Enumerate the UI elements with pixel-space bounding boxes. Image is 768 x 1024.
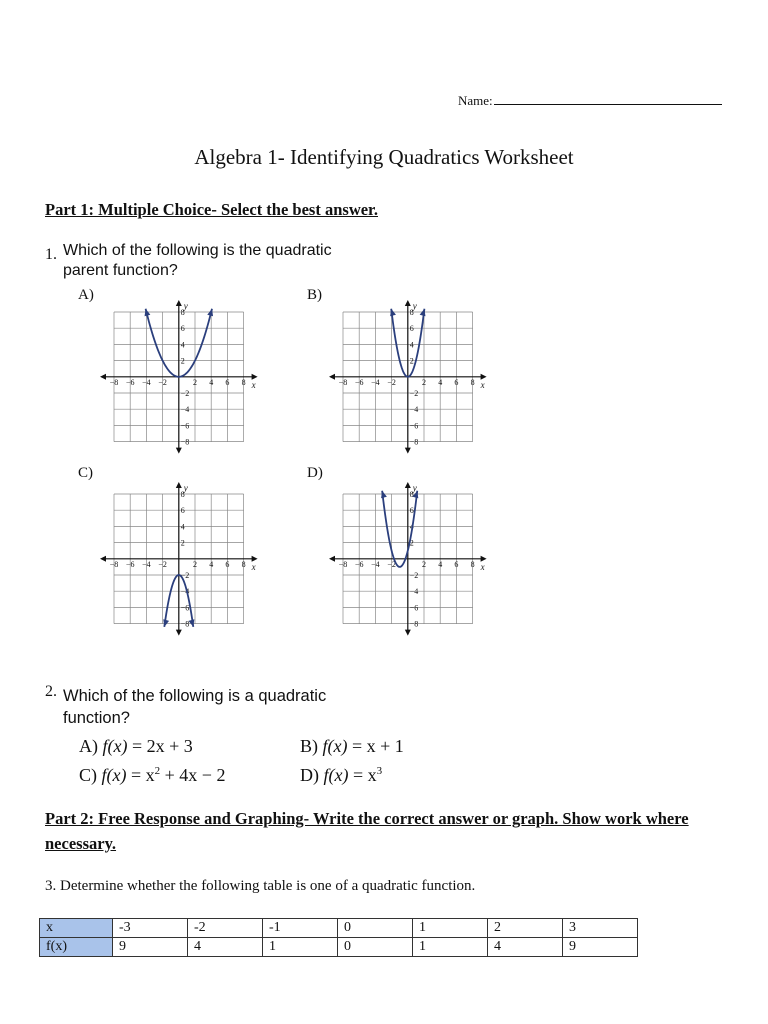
x-tick-label: −6	[125, 377, 135, 387]
table-cell: 9	[113, 938, 188, 957]
option-a[interactable]	[79, 736, 193, 757]
x-tick-label: −2	[158, 377, 167, 387]
y-axis-arrow-up	[176, 300, 182, 306]
y-tick-label: 8	[180, 490, 185, 499]
table-cell: 9	[563, 938, 638, 957]
x-axis-arrow-left	[329, 374, 335, 380]
y-axis-label: y	[183, 483, 188, 493]
question1-number: 1.	[45, 246, 57, 263]
question1-text-line2: parent function?	[63, 262, 178, 279]
y-axis-label: y	[183, 301, 188, 311]
graph-d[interactable]	[325, 478, 495, 642]
option-d-fn: f(x)	[323, 765, 349, 785]
option-d-label: D)	[300, 765, 319, 785]
y-tick-label: −4	[409, 587, 419, 597]
x-tick-label: −2	[387, 377, 396, 387]
table-cell: 2	[488, 919, 563, 938]
x-tick-label: 8	[241, 377, 246, 387]
table-cell: -3	[113, 919, 188, 938]
y-tick-label: −2	[180, 571, 190, 580]
function-table	[39, 918, 638, 957]
x-axis-label: x	[251, 561, 256, 572]
graph-c[interactable]	[96, 478, 266, 642]
option-a-eq: = 2x + 3	[127, 736, 193, 756]
y-axis-label: y	[412, 483, 417, 493]
y-tick-label: 8	[409, 490, 414, 499]
graph-a[interactable]	[96, 296, 266, 460]
y-axis-arrow-up	[176, 482, 182, 488]
y-tick-label: 6	[180, 324, 185, 334]
graph-b-label[interactable]: B)	[307, 287, 322, 303]
x-tick-label: 8	[470, 559, 475, 569]
option-b[interactable]	[300, 736, 404, 757]
table-row-fx	[40, 938, 638, 957]
y-tick-label: 2	[180, 538, 185, 548]
x-tick-label: 2	[193, 559, 197, 569]
y-tick-label: 6	[180, 506, 185, 516]
option-b-eq: = x + 1	[347, 736, 404, 756]
y-tick-label: −8	[409, 437, 419, 447]
x-tick-label: 4	[209, 559, 214, 569]
table-row-x	[40, 919, 638, 938]
x-tick-label: 2	[193, 377, 197, 387]
question2-number: 2.	[45, 683, 57, 700]
question2-text-line1: Which of the following is a quadratic	[63, 687, 327, 705]
y-tick-label: −6	[180, 603, 190, 613]
option-a-fn: f(x)	[102, 736, 128, 756]
y-tick-label: 8	[180, 308, 185, 317]
table-cell: 0	[338, 938, 413, 957]
table-cell: 1	[413, 919, 488, 938]
x-tick-label: −8	[109, 559, 119, 569]
table-cell: 1	[263, 938, 338, 957]
x-tick-label: −6	[354, 377, 364, 387]
x-tick-label: 6	[454, 559, 459, 569]
question2-text-line2: function?	[63, 709, 130, 727]
y-axis-arrow-down	[405, 448, 411, 454]
y-axis-arrow-down	[176, 448, 182, 454]
graph-a-label[interactable]: A)	[78, 287, 94, 303]
option-b-label: B)	[300, 736, 318, 756]
x-tick-label: −2	[387, 559, 396, 569]
option-d-exponent: 3	[376, 765, 383, 777]
x-axis-label: x	[251, 379, 256, 390]
y-tick-label: 2	[180, 356, 185, 366]
name-field[interactable]	[458, 92, 722, 109]
x-axis-arrow-left	[329, 556, 335, 562]
name-blank-line[interactable]	[494, 92, 722, 105]
y-tick-label: −6	[409, 421, 419, 431]
y-tick-label: 4	[180, 340, 185, 350]
question2-text	[63, 685, 326, 729]
y-tick-label: 8	[409, 308, 414, 317]
x-tick-label: 2	[422, 559, 426, 569]
x-tick-label: 4	[438, 377, 443, 387]
y-axis-arrow-down	[405, 630, 411, 636]
x-tick-label: 8	[241, 559, 246, 569]
x-tick-label: −2	[158, 559, 167, 569]
y-tick-label: −2	[409, 571, 419, 580]
option-c-eq-b: + 4x − 2	[160, 765, 226, 785]
graph-c-label[interactable]: C)	[78, 465, 93, 481]
y-tick-label: 4	[409, 340, 414, 350]
option-d-eq-a: = x	[348, 765, 377, 785]
y-tick-label: 2	[409, 538, 414, 548]
part1-heading: Part 1: Multiple Choice- Select the best answer.	[45, 200, 378, 219]
table-header-x: x	[40, 919, 113, 938]
table-cell: 1	[413, 938, 488, 957]
x-tick-label: −6	[354, 559, 364, 569]
option-c-fn: f(x)	[101, 765, 127, 785]
x-axis-arrow-left	[100, 374, 106, 380]
option-c-eq-a: = x	[126, 765, 155, 785]
y-tick-label: −2	[409, 389, 419, 398]
y-tick-label: −6	[409, 603, 419, 613]
y-axis-arrow-down	[176, 630, 182, 636]
y-tick-label: −2	[180, 389, 190, 398]
option-a-label: A)	[79, 736, 98, 756]
y-axis-label: y	[412, 301, 417, 311]
table-cell: 4	[188, 938, 263, 957]
x-tick-label: −4	[142, 377, 151, 387]
y-tick-label: −4	[180, 587, 190, 597]
x-tick-label: 2	[422, 377, 426, 387]
y-tick-label: −8	[180, 619, 190, 629]
y-tick-label: 4	[409, 522, 414, 532]
x-axis-label: x	[480, 561, 485, 572]
x-tick-label: 8	[470, 377, 475, 387]
y-tick-label: 6	[409, 324, 414, 334]
x-tick-label: 6	[225, 559, 230, 569]
part2-heading: Part 2: Free Response and Graphing- Write the correct answer or graph. Show work where necessary.	[45, 809, 689, 853]
y-tick-label: 6	[409, 506, 414, 516]
y-tick-label: 4	[180, 522, 185, 532]
y-axis-arrow-up	[405, 300, 411, 306]
x-tick-label: −8	[338, 559, 348, 569]
x-tick-label: −4	[371, 377, 380, 387]
x-tick-label: 6	[454, 377, 459, 387]
question3-text: 3. Determine whether the following table is one of a quadratic function.	[45, 878, 476, 894]
question1-text-line1: Which of the following is the quadratic	[63, 242, 332, 259]
x-tick-label: −8	[109, 377, 119, 387]
table-cell: 4	[488, 938, 563, 957]
name-label: Name:	[458, 93, 493, 108]
x-tick-label: 4	[438, 559, 443, 569]
option-c-exponent: 2	[154, 765, 161, 777]
option-c[interactable]	[79, 765, 225, 786]
x-tick-label: 6	[225, 377, 230, 387]
question1-text	[63, 241, 332, 281]
option-c-label: C)	[79, 765, 97, 785]
x-axis-arrow-left	[100, 556, 106, 562]
x-tick-label: −8	[338, 377, 348, 387]
table-cell: 3	[563, 919, 638, 938]
y-tick-label: −8	[180, 437, 190, 447]
table-cell: -1	[263, 919, 338, 938]
x-tick-label: −6	[125, 559, 135, 569]
x-tick-label: 4	[209, 377, 214, 387]
y-axis-arrow-up	[405, 482, 411, 488]
x-axis-label: x	[480, 379, 485, 390]
graph-d-label[interactable]: D)	[307, 465, 323, 481]
y-tick-label: −4	[409, 405, 419, 415]
y-tick-label: −8	[409, 619, 419, 629]
table-cell: -2	[188, 919, 263, 938]
x-tick-label: −4	[371, 559, 380, 569]
worksheet-title: Algebra 1- Identifying Quadratics Worksheet	[194, 145, 574, 169]
option-d[interactable]	[300, 765, 382, 786]
table-header-fx: f(x)	[40, 938, 113, 957]
y-tick-label: −4	[180, 405, 190, 415]
y-tick-label: −6	[180, 421, 190, 431]
option-b-fn: f(x)	[322, 736, 348, 756]
x-tick-label: −4	[142, 559, 151, 569]
graph-b[interactable]	[325, 296, 495, 460]
parabola-curve	[382, 491, 417, 567]
y-tick-label: 2	[409, 356, 414, 366]
table-cell: 0	[338, 919, 413, 938]
